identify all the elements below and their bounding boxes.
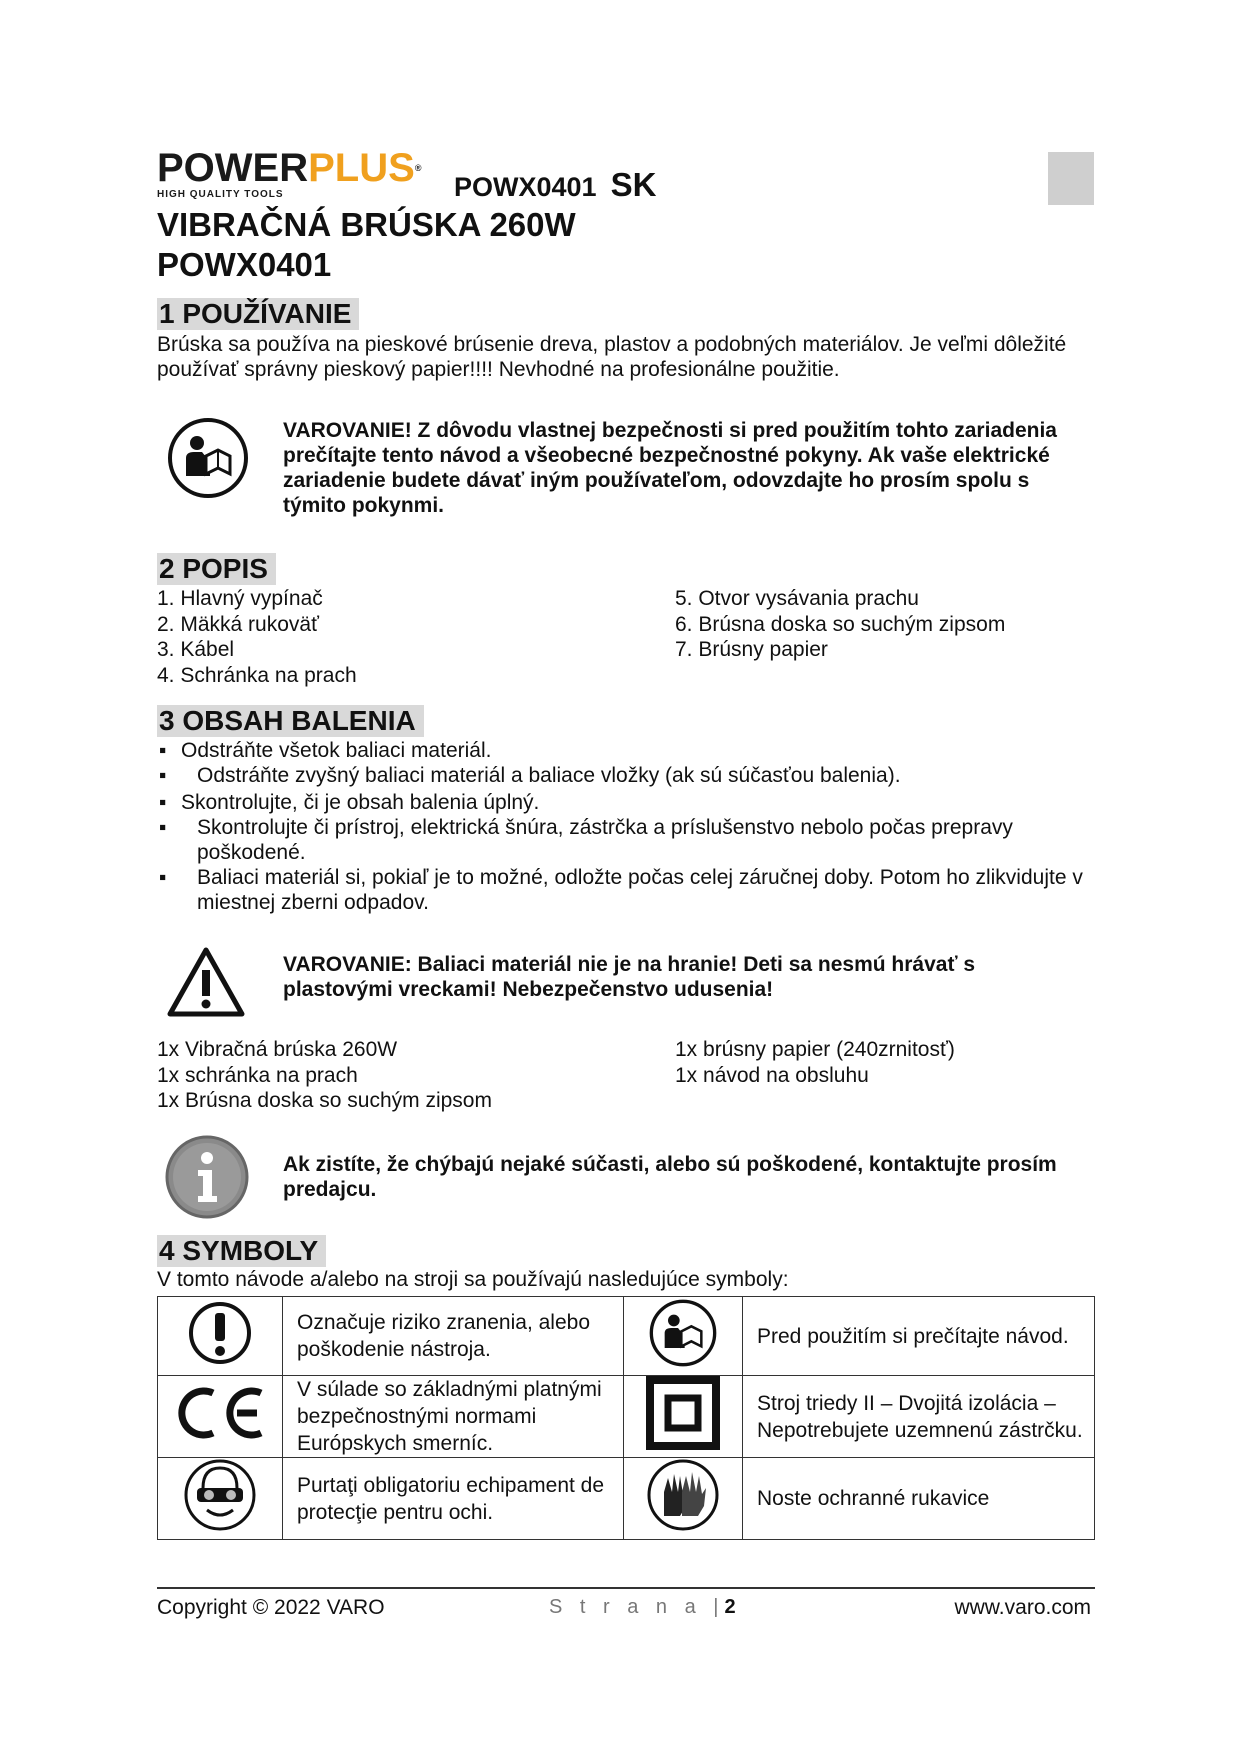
warning-read-manual: VAROVANIE! Z dôvodu vlastnej bezpečnosti si pred použitím tohto zariadenia prečítajte tento návod a všeobecné bezpečnostné pokyny. Ak vaše elektrické zariadenie budete dávať iným používateľom, odovzdajte ho prosím spolu s týmito pokynmi.	[283, 419, 1057, 517]
package-bullets	[157, 738, 1097, 915]
document-subtitle: POWX0401	[157, 246, 332, 283]
footer-website-link[interactable]: www.varo.com	[954, 1596, 1091, 1619]
table-row	[158, 1297, 1095, 1376]
usage-text: Brúska sa používa na pieskové brúsenie dreva, plastov a podobných materiálov. Je veľmi dôležité používať správny pieskový papier!!!! Nevhodné na profesionálne použitie.	[157, 333, 1067, 381]
list-item: 1x Vibračná brúska 260W	[157, 1038, 398, 1061]
language-code: SK	[610, 166, 657, 203]
document-title: VIBRAČNÁ BRÚSKA 260W	[157, 206, 576, 243]
footer-page-indicator: S t r a n a |2	[549, 1596, 736, 1618]
table-cell	[158, 1297, 283, 1376]
table-cell: V súlade so základnými platnými bezpečnostnými normami Európskych smerníc.	[283, 1376, 624, 1458]
list-item: 1x návod na obsluhu	[675, 1063, 869, 1087]
page-number: 2	[724, 1596, 736, 1618]
footer-copyright: Copyright © 2022 VARO	[157, 1596, 385, 1619]
model-code: POWX0401	[454, 172, 597, 202]
table-cell: Noste ochranné rukavice	[743, 1458, 1095, 1540]
list-item: 1x brúsny papier (240zrnitosť)	[675, 1038, 955, 1061]
warning-packaging: VAROVANIE: Baliaci materiál nie je na hranie! Deti sa nesmú hrávať s plastovými vreckami! Nebezpečenstvo udusenia!	[283, 953, 976, 1001]
list-item: 6. Brúsna doska so suchým zipsom	[675, 612, 1006, 636]
section-heading-package-contents: 3 OBSAH BALENIA	[157, 705, 424, 737]
table-cell	[158, 1458, 283, 1540]
list-item: ▪ Odstráňte zvyšný baliaci materiál a baliace vložky (ak sú súčasťou balenia).	[159, 764, 901, 787]
list-item: 5. Otvor vysávania prachu	[675, 587, 919, 610]
table-cell	[158, 1376, 283, 1458]
powerplus-logo	[157, 148, 440, 202]
table-cell	[624, 1376, 743, 1458]
logo-tagline: HIGH QUALITY TOOLS	[157, 189, 284, 200]
list-item: 7. Brúsny papier	[675, 638, 828, 661]
contents-list-right	[675, 1037, 955, 1088]
list-item: 4. Schránka na prach	[157, 663, 357, 687]
info-icon	[164, 1134, 250, 1220]
table-cell: Purtaţi obligatoriu echipament de protecţie pentru ochi.	[283, 1458, 624, 1540]
class-ii-icon	[646, 1432, 720, 1455]
model-header	[454, 166, 656, 204]
footer-divider	[157, 1587, 1095, 1589]
logo-wordmark: POWERPLUS®	[157, 146, 422, 190]
list-item: 1x schránka na prach	[157, 1063, 358, 1087]
table-cell: Označuje riziko zranenia, alebo poškodenie nástroja.	[283, 1297, 624, 1376]
table-cell	[624, 1458, 743, 1540]
section-heading-description: 2 POPIS	[157, 553, 276, 585]
list-item: 1x Brúsna doska so suchým zipsom	[157, 1089, 492, 1112]
warning-triangle-icon	[166, 946, 246, 1018]
list-item: 1. Hlavný vypínač	[157, 587, 323, 610]
list-item: ▪ Odstráňte všetok baliaci materiál.	[159, 739, 492, 762]
section-heading-usage: 1 POUŽÍVANIE	[157, 298, 359, 330]
contents-list-left	[157, 1037, 492, 1114]
gray-marker	[1048, 152, 1094, 205]
list-item: ▪ Skontrolujte, či je obsah balenia úplný.	[159, 791, 540, 814]
list-item: ▪ Skontrolujte či prístroj, elektrická šnúra, zástrčka a príslušenstvo nebolo počas prepravy poškodené.	[159, 816, 1013, 864]
table-row	[158, 1376, 1095, 1458]
read-manual-icon	[648, 1350, 718, 1373]
table-cell: Stroj triedy II – Dvojitá izolácia – Nepotrebujete uzemnenú zástrčku.	[743, 1376, 1095, 1458]
list-item: 2. Mäkká rukoväť	[157, 612, 319, 636]
parts-list-left	[157, 586, 357, 688]
table-row	[158, 1458, 1095, 1540]
table-cell	[624, 1297, 743, 1376]
read-manual-icon	[166, 416, 250, 500]
list-item: ▪ Baliaci materiál si, pokiaľ je to možné, odložte počas celej záručnej doby. Potom ho zlikvidujte v miestnej zberni odpadov.	[159, 866, 1083, 914]
eye-protection-icon	[183, 1514, 257, 1537]
gloves-icon	[646, 1514, 720, 1537]
exclamation-icon	[188, 1347, 252, 1370]
ce-mark-icon	[173, 1423, 267, 1446]
table-cell: Pred použitím si prečítajte návod.	[743, 1297, 1095, 1376]
parts-list-right	[675, 586, 1005, 663]
symbols-table	[157, 1296, 1095, 1540]
symbols-intro: V tomto návode a/alebo na stroji sa používajú nasledujúce symboly:	[157, 1268, 789, 1291]
section-heading-symbols: 4 SYMBOLY	[157, 1235, 326, 1267]
info-missing-parts: Ak zistíte, že chýbajú nejaké súčasti, alebo sú poškodené, kontaktujte prosím predajcu.	[283, 1153, 1057, 1201]
list-item: 3. Kábel	[157, 638, 235, 661]
